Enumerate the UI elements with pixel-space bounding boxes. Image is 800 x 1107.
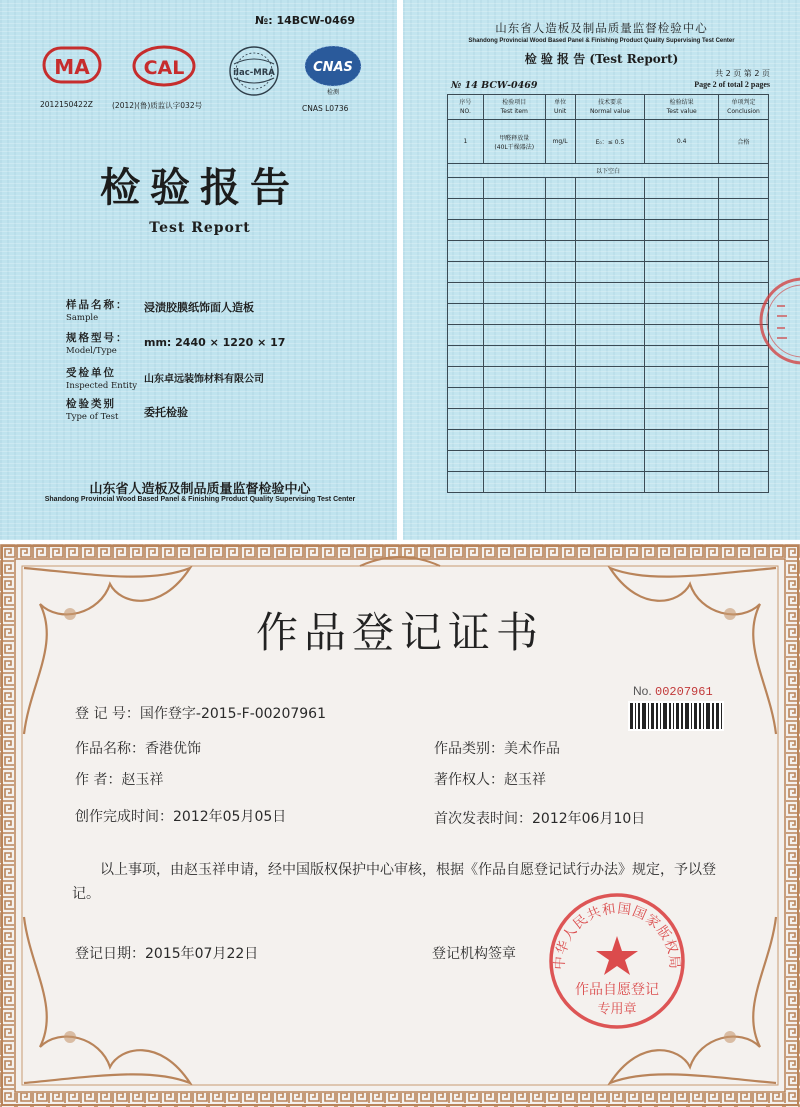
- field-label-cn: 检验类别: [66, 398, 116, 410]
- table-row: [448, 304, 769, 325]
- table-row: [448, 220, 769, 241]
- signature-label: 登记机构签章: [432, 946, 516, 962]
- certificate-number-value: 00207961: [655, 685, 713, 699]
- field-value: 浸渍胶膜纸饰面人造板: [144, 301, 254, 314]
- seal-line1: 作品自愿登记: [575, 982, 659, 998]
- table-row: [448, 164, 769, 178]
- copyright-registration-certificate: [0, 544, 800, 1107]
- field-label: 著作权人：: [434, 772, 504, 788]
- results-header-en: Shandong Provincial Wood Based Panel & Finishing Product Quality Supervising Test Center: [468, 38, 735, 44]
- field-inspected-entity: [66, 365, 376, 391]
- certification-logos: [36, 44, 376, 114]
- table-row: [448, 451, 769, 472]
- table-header-row: [448, 95, 769, 120]
- field-work-name: [75, 738, 201, 758]
- field-registration-date: [75, 943, 258, 963]
- issuing-org-en: Shandong Provincial Wood Based Panel & Finishing Product Quality Supervising Test Center: [44, 496, 356, 503]
- issuing-org-cn: 山东省人造板及制品质量监督检验中心: [89, 482, 311, 497]
- table-row: [448, 262, 769, 283]
- field-value: 委托检验: [144, 406, 188, 419]
- results-table: [447, 94, 769, 493]
- official-seal-icon: [542, 886, 692, 1036]
- field-completion-date: [75, 806, 286, 826]
- report-title-cn: 检验报告: [100, 165, 300, 211]
- field-label-cn: 受检单位: [66, 367, 116, 379]
- seal-line2: 专用章: [597, 1002, 637, 1017]
- registration-statement: 以上事项，由赵玉祥申请，经中国版权保护中心审核，根据《作品自愿登记试行办法》规定，予以登记。: [72, 862, 716, 902]
- table-row: [448, 120, 769, 164]
- field-value: 赵玉祥: [504, 772, 546, 788]
- ma-logo: [42, 44, 102, 88]
- certificate-number: [633, 684, 713, 699]
- table-row: [448, 241, 769, 262]
- field-value: 美术作品: [504, 741, 560, 757]
- cnas-small-label: 检测: [326, 89, 340, 96]
- cnas-logo-text: CNAS: [313, 60, 353, 75]
- field-author: [75, 769, 163, 789]
- field-label-cn: 样品名称：: [66, 299, 129, 311]
- column-header: 单项判定 Conclusion: [719, 95, 769, 120]
- cell-conclusion: 合格: [719, 120, 769, 164]
- table-row: [448, 367, 769, 388]
- cal-logo: [128, 44, 200, 92]
- table-row: [448, 199, 769, 220]
- cnas-logo-caption: CNAS L0736: [302, 104, 349, 113]
- table-row: [448, 325, 769, 346]
- field-value: 山东卓远装饰材料有限公司: [144, 374, 264, 385]
- column-header: 检验结果 Test value: [645, 95, 719, 120]
- page-info: [694, 68, 770, 90]
- column-header: 单位 Unit: [545, 95, 575, 120]
- ilac-logo-text: ilac-MRA: [233, 68, 275, 78]
- column-header: 检验项目 Test item: [483, 95, 545, 120]
- cal-logo-text: CAL: [143, 57, 185, 79]
- field-label: 作 者：: [75, 772, 122, 788]
- field-label: 登 记 号：: [75, 706, 140, 722]
- field-value: 香港优饰: [145, 741, 201, 757]
- barcode-icon: [628, 701, 724, 731]
- field-label-en: Model/Type: [66, 346, 117, 356]
- test-report-cover: [0, 0, 400, 540]
- table-row: [448, 409, 769, 430]
- field-label: 首次发表时间：: [434, 811, 532, 827]
- field-label: 创作完成时间：: [75, 809, 173, 825]
- field-registration-number: [75, 703, 326, 723]
- test-report-results-page: [403, 0, 800, 540]
- report-number: №: 14BCW-0469: [255, 14, 356, 27]
- field-value: 2012年05月05日: [173, 809, 287, 825]
- results-title: 检 验 报 告 (Test Report): [524, 52, 679, 66]
- ilac-mra-logo: [224, 44, 284, 100]
- results-report-number: № 14 BCW-0469: [451, 80, 538, 91]
- blank-note: 以下空白: [448, 164, 769, 178]
- table-row: [448, 388, 769, 409]
- cell-requirement: E₀：≤ 0.5: [575, 120, 645, 164]
- field-publish-date: [434, 808, 645, 828]
- ma-logo-caption: 2012150422Z: [40, 100, 93, 109]
- field-sample: [66, 297, 376, 323]
- field-value: 2015年07月22日: [145, 946, 259, 962]
- field-model: [66, 330, 376, 356]
- cal-logo-caption: (2012)(鲁)质监认字032号: [112, 101, 203, 110]
- field-value: 赵玉祥: [121, 772, 164, 788]
- table-row: [448, 178, 769, 199]
- cell-item: 甲醛释放量 (40L干燥器法): [483, 120, 545, 164]
- page-info-cn: 共 2 页 第 2 页: [715, 69, 770, 78]
- field-label: 作品名称：: [75, 741, 145, 757]
- report-title-en: Test Report: [149, 220, 251, 236]
- field-test-type: [66, 396, 376, 422]
- table-row: [448, 346, 769, 367]
- table-row: [448, 283, 769, 304]
- field-label: 登记日期：: [75, 946, 145, 962]
- cell-no: 1: [448, 120, 484, 164]
- cell-unit: mg/L: [545, 120, 575, 164]
- field-label-en: Sample: [66, 313, 99, 323]
- field-work-type: [434, 738, 560, 758]
- table-row: [448, 430, 769, 451]
- field-label-cn: 规格型号：: [66, 332, 129, 344]
- cnas-logo: [300, 44, 366, 96]
- seal-ring-text: 中华人民共和国国家版权局: [551, 900, 683, 971]
- field-value: 国作登字-2015-F-00207961: [139, 706, 327, 722]
- inspection-seal-icon: [755, 266, 800, 376]
- field-label-en: Type of Test: [66, 412, 119, 422]
- certificate-title: 作品登记证书: [255, 608, 544, 657]
- seal-star-icon: [596, 936, 638, 975]
- field-copyright-owner: [434, 769, 546, 789]
- cell-result: 0.4: [645, 120, 719, 164]
- results-header-cn: 山东省人造板及制品质量监督检验中心: [495, 21, 708, 35]
- table-row: [448, 472, 769, 493]
- column-header: 技术要求 Normal value: [575, 95, 645, 120]
- certificate-number-label: No.: [633, 684, 652, 698]
- column-header: 序号 NO.: [448, 95, 484, 120]
- field-value: 2012年06月10日: [532, 811, 646, 827]
- field-value: mm: 2440 × 1220 × 17: [144, 336, 286, 349]
- page-info-en: Page 2 of total 2 pages: [694, 80, 770, 89]
- field-label: 作品类别：: [434, 741, 504, 757]
- ma-logo-text: MA: [54, 55, 90, 79]
- field-label-en: Inspected Entity: [66, 381, 138, 391]
